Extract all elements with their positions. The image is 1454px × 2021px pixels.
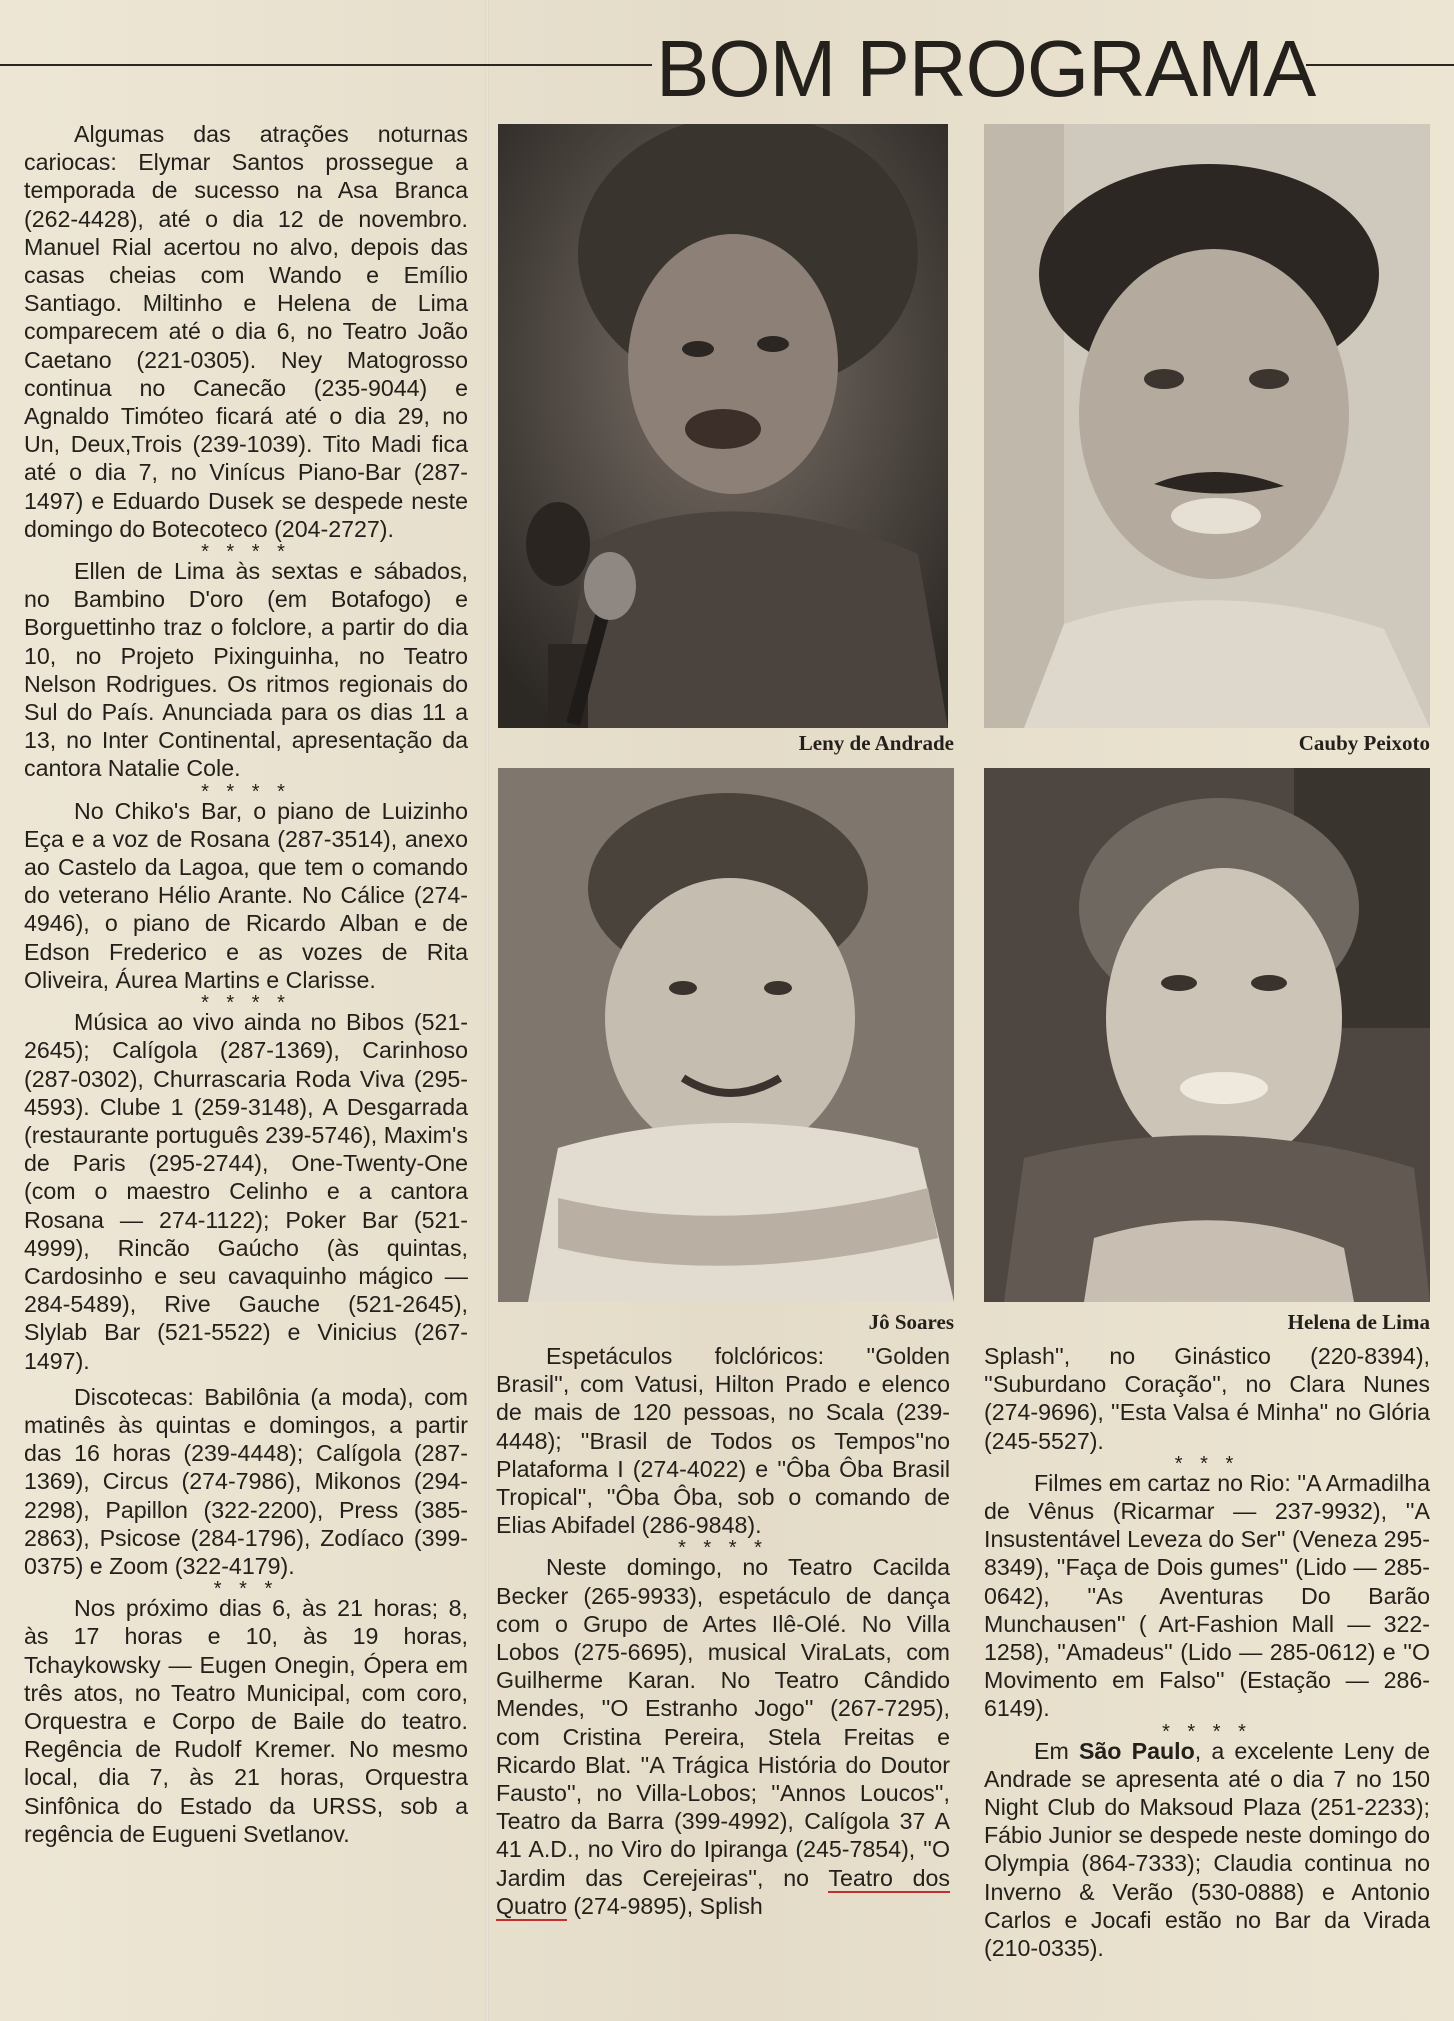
page-fold <box>485 0 489 2021</box>
text-span: , a excelente Leny de Andrade se apresenta até o dia 7 no 150 Night Club do Maksoud Plaza (251-2233); Fábio Junior se despede neste domingo do Olympia (864-7333); Claudia continua no Inverno & Verão (530-0888) e Antonio Carlos e Jocafi estão no Bar da Virada (210-0335). <box>984 1737 1430 1962</box>
text-span: (274-9895), Splish <box>566 1892 763 1919</box>
paragraph <box>496 1553 950 1920</box>
text-span: Em <box>1034 1737 1079 1764</box>
separator-asterisks: * * * <box>1174 1452 1240 1475</box>
headline-rule-left <box>0 64 652 66</box>
underlined-text: Teatro dos Quatro <box>496 1864 950 1919</box>
separator-asterisks: * * * * <box>201 780 291 803</box>
man-with-mustache-icon <box>984 124 1430 728</box>
paragraph <box>984 1737 1430 1963</box>
article-column-3 <box>984 1342 1430 1962</box>
paragraph: Discotecas: Babilônia (a moda), com matinês às quintas e domingos, a partir das 16 horas (239-4448); Calígola (287-1369), Circus (274-7986), Mikonos (294-2298), Papillon (322-2200), Press (385-2863), Psicose (284-1796), Zodíaco (399-0375) e Zoom (322-4179). <box>24 1383 468 1579</box>
photo-jo-soares <box>498 768 954 1302</box>
photo-helena-de-lima <box>984 768 1430 1302</box>
separator-asterisks: * * * * <box>678 1537 768 1560</box>
singer-with-microphone-icon <box>498 124 948 728</box>
separator-asterisks: * * * * <box>1162 1720 1252 1743</box>
paragraph: Ellen de Lima às sextas e sábados, no Bambino D'oro (em Botafogo) e Borguettinho traz o folclore, a partir do dia 10, no Projeto Pixinguinha, no Teatro Nelson Rodrigues. Os ritmos regionais do Sul do País. Anunciada para os dias 11 a 13, no Inter Continental, apresentação da cantora Natalie Cole. <box>24 558 468 782</box>
paragraph: Algumas das atrações noturnas cariocas: Elymar Santos prossegue a temporada de sucesso na Asa Branca (262-4428), até o dia 12 de novembro. Manuel Rial acertou no alvo, depois das casas cheias com Wando e Emílio Santiago. Miltinho e Helena de Lima comparecem até o dia 6, no Teatro João Caetano (221-0305). Ney Matogrosso continua no Canecão (235-9044) e Agnaldo Timóteo ficará até o dia 29, no Un, Deux,Trois (239-1039). Tito Madi fica até o dia 7, no Vinícus Piano-Bar (287-1497) e Eduardo Dusek se despede neste domingo do Botecoteco (204-2727). <box>24 121 468 542</box>
paragraph: Música ao vivo ainda no Bibos (521-2645); Calígola (287-1369), Carinhoso (287-0302), Churrascaria Roda Viva (295-4593). Clube 1 (259-3148), A Desgarrada (restaurante português 239-5746), Maxim's de Paris (295-2744), One-Twenty-One (com o maestro Celinho e a cantora Rosana — 274-1122); Poker Bar (521-4999), Rincão Gaúcho (às quintas, Cardosinho e seu cavaquinho mágico — 284-5489), Rive Gauche (521-2645), Slylab Bar (521-5522) e Vinicius (267-1497). <box>24 1009 468 1374</box>
photo-caption: Jô Soares <box>868 1310 954 1334</box>
paragraph: Nos próximo dias 6, às 21 horas; 8, às 17 horas e 10, às 19 horas, Tchaykowsky — Eugen Onegin, Ópera em três atos, no Teatro Municipal, com coro, Orquestra e Corpo de Baile do teatro. Regência de Rudolf Kremer. No mesmo local, dia 7, às 21 horas, Orquestra Sinfônica do Estado da URSS, sob a regência de Eugueni Svetlanov. <box>24 1595 468 1847</box>
separator-asterisks: * * * * <box>201 992 291 1015</box>
photo-caption: Leny de Andrade <box>798 731 954 755</box>
text-span: Neste domingo, no Teatro Cacilda Becker (265-9933), espetáculo de dança com o Grupo de Artes Ilê-Olé. No Villa Lobos (275-6695), musical ViraLats, com Guilherme Karan. No Teatro Cândido Mendes, ''O Estranho Jogo'' (267-7295), com Cristina Pereira, Stela Freitas e Ricardo Blat. ''A Trágica História do Doutor Fausto'', no Villa-Lobos; ''Annos Loucos'', Teatro da Barra (399-4992), Calígola 37 A 41 A.D., no Viro do Ipiranga (245-7854), ''O Jardim das Cerejeiras'', no <box>496 1554 950 1891</box>
photo-caption: Helena de Lima <box>1287 1310 1430 1334</box>
smiling-man-arms-crossed-icon <box>498 768 954 1302</box>
paragraph: Espetáculos folclóricos: ''Golden Brasil'', com Vatusi, Hilton Prado e elenco de mais de 120 pessoas, no Scala (239-4448); ''Brasil de Todos os Tempos''no Plataforma I (274-4022) e ''Ôba Ôba Brasil Tropical'', ''Ôba Ôba, sob o comando de Elias Abifadel (286-9848). <box>496 1343 950 1539</box>
headline: BOM PROGRAMA <box>656 24 1316 113</box>
paragraph: Splash'', no Ginástico (220-8394), ''Suburdano Coração'', no Clara Nunes (274-9696), ''Esta Valsa é Minha'' no Glória (245-5527). <box>984 1343 1430 1454</box>
article-column-1 <box>24 120 468 1848</box>
photo-cauby-peixoto <box>984 124 1430 728</box>
paragraph: Filmes em cartaz no Rio: ''A Armadilha de Vênus (Ricarmar — 237-9932), ''A Insustentável Leveza do Ser'' (Veneza 295-8349), ''Faça de Dois gumes'' (Lido — 285-0642), ''As Aventuras Do Barão Munchausen'' ( Art-Fashion Mall — 322-1258), ''Amadeus'' (Lido — 285-0612) e ''O Movimento em Falso'' (Estação — 286-6149). <box>984 1469 1430 1722</box>
separator-asterisks: * * * * <box>201 541 291 564</box>
headline-rule-right <box>1306 64 1454 66</box>
smiling-woman-icon <box>984 768 1430 1302</box>
article-column-2 <box>496 1342 950 1920</box>
separator-asterisks: * * * <box>213 1578 279 1601</box>
bold-text: São Paulo <box>1078 1737 1195 1764</box>
paragraph: No Chiko's Bar, o piano de Luizinho Eça e a voz de Rosana (287-3514), anexo ao Castelo da Lagoa, que tem o comando do veterano Hélio Arante. No Cálice (274-4946), o piano de Ricardo Alban e de Edson Frederico e as vozes de Rita Oliveira, Áurea Martins e Clarisse. <box>24 797 468 993</box>
photo-leny-de-andrade <box>498 124 948 728</box>
photo-caption: Cauby Peixoto <box>1298 731 1430 755</box>
